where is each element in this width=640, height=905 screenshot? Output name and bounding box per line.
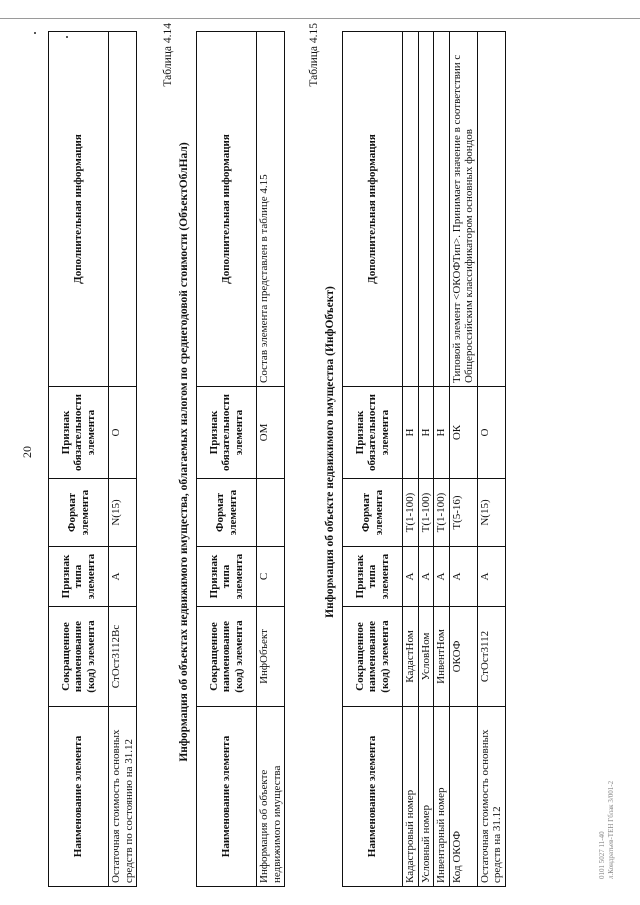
cell-type: А [403, 547, 419, 607]
cell-required: О [109, 387, 137, 479]
cell-type: А [434, 547, 450, 607]
cell-type: С [257, 547, 285, 607]
header-format: Формат элемента [197, 479, 257, 547]
cell-info: Типовой элемент <ОКОФТип>. Принимает значение в соответствии с Общероссийским классификатором основных фондов [449, 32, 477, 387]
table-title-4-14: Информация об объектах недвижимого имущества, облагаемых налогом по среднегодовой стоимости (ОбъектОблНал) [178, 142, 190, 762]
header-code: Сокращенное наименование (код) элемента [343, 607, 403, 707]
cell-name: Остаточная стоимость основных средств по состоянию на 31.12 [109, 707, 137, 887]
cell-code: СтОст3112 [477, 607, 505, 707]
table-caption-4-15: Таблица 4.15 [308, 23, 320, 87]
header-format: Формат элемента [49, 479, 109, 547]
cell-required: ОК [449, 387, 477, 479]
header-type: Признак типа элемента [49, 547, 109, 607]
cell-type: А [477, 547, 505, 607]
table-row [477, 32, 505, 887]
cell-required: Н [434, 387, 450, 479]
cell-name: Инвентарный номер [434, 707, 450, 887]
header-type: Признак типа элемента [343, 547, 403, 607]
cell-name: Код ОКОФ [449, 707, 477, 887]
stamp-line: 0101 5027 11-40 [598, 831, 606, 879]
table-row [434, 32, 450, 887]
header-required: Признак обязательности элемента [197, 387, 257, 479]
header-format: Формат элемента [343, 479, 403, 547]
header-info: Дополнительная информация [197, 32, 257, 387]
cell-format: Т(5-16) [449, 479, 477, 547]
table-row [257, 32, 285, 887]
cell-info [418, 32, 434, 387]
stamp-line: л.Кондратьев-ТЕН Гблак 3/001-2 [607, 780, 615, 879]
cell-type: А [109, 547, 137, 607]
table-caption-4-14: Таблица 4.14 [162, 23, 174, 87]
header-code: Сокращенное наименование (код) элемента [197, 607, 257, 707]
header-required: Признак обязательности элемента [343, 387, 403, 479]
cell-format [257, 479, 285, 547]
cell-format: Т(1-100) [434, 479, 450, 547]
cell-format: N(15) [477, 479, 505, 547]
table-title-4-15: Информация об объекте недвижимого имущества (ИнфОбъект) [324, 286, 336, 618]
cell-code: ОКОФ [449, 607, 477, 707]
cell-info [403, 32, 419, 387]
cell-info [477, 32, 505, 387]
cell-code: УсловНом [418, 607, 434, 707]
cell-info: Состав элемента представлен в таблице 4.15 [257, 32, 285, 387]
cell-code: КадастНом [403, 607, 419, 707]
table-row [418, 32, 434, 887]
table-continuation [48, 31, 137, 887]
header-name: Наименование элемента [49, 707, 109, 887]
cell-format: N(15) [109, 479, 137, 547]
cell-info [434, 32, 450, 387]
header-info: Дополнительная информация [343, 32, 403, 387]
cell-name: Информация об объекте недвижимого имущества [257, 707, 285, 887]
cell-format: Т(1-100) [403, 479, 419, 547]
cell-format: Т(1-100) [418, 479, 434, 547]
cell-required: О [477, 387, 505, 479]
print-stamp [598, 781, 616, 879]
cell-code: ИнфОбъект [257, 607, 285, 707]
cell-name: Кадастровый номер [403, 707, 419, 887]
cell-code: СтОст3112Вс [109, 607, 137, 707]
header-type: Признак типа элемента [197, 547, 257, 607]
table-4-15 [342, 31, 506, 887]
header-required: Признак обязательности элемента [49, 387, 109, 479]
table-row [403, 32, 419, 887]
cell-required: ОМ [257, 387, 285, 479]
cell-info [109, 32, 137, 387]
table-4-14 [196, 31, 285, 887]
cell-name: Условный номер [418, 707, 434, 887]
table-row [449, 32, 477, 887]
table-row [109, 32, 137, 887]
cell-name: Остаточная стоимость основных средств на 31.12 [477, 707, 505, 887]
cell-required: Н [418, 387, 434, 479]
header-code: Сокращенное наименование (код) элемента [49, 607, 109, 707]
rotated-page [20, 17, 620, 887]
page-number: 20 [20, 446, 34, 458]
header-name: Наименование элемента [197, 707, 257, 887]
cell-type: А [418, 547, 434, 607]
cell-required: Н [403, 387, 419, 479]
header-name: Наименование элемента [343, 707, 403, 887]
header-info: Дополнительная информация [49, 32, 109, 387]
cell-code: ИнвентНом [434, 607, 450, 707]
cell-type: А [449, 547, 477, 607]
